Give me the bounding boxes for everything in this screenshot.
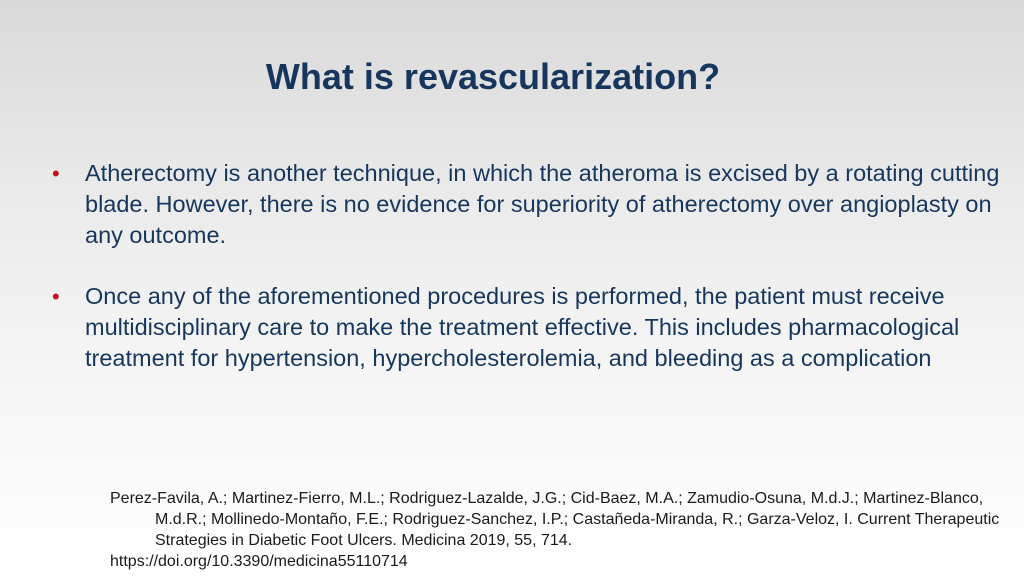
bullet-marker-icon: • [52, 284, 60, 309]
bullet-list [52, 158, 1012, 374]
bullet-text-atherectomy: Atherectomy is another technique, in which the atheroma is excised by a rotating cutting blade. However, there is no evidence for superiority of atherectomy over angioplasty on any outcome. [85, 160, 1000, 248]
bullet-marker-icon: • [52, 161, 60, 186]
bullet-item-atherectomy [52, 158, 1012, 251]
slide-title: What is revascularization? [265, 56, 721, 97]
bullet-item-multidisciplinary-care [52, 281, 1012, 374]
reference-citation: Perez-Favila, A.; Martinez-Fierro, M.L.; Rodriguez-Lazalde, J.G.; Cid-Baez, M.A.; Zamudio-Osuna, M.d.J.; Martinez-Blanco, M.d.R.; Mollinedo-Montaño, F.E.; Rodriguez-Sanchez, I.P.; Castañeda-Miranda, R.; Garza-Veloz, I. Current Therapeutic Strategies in Diabetic Foot Ulcers. Medicina 2019, 55, 714. [110, 490, 1000, 549]
reference-citation-block [110, 488, 1024, 572]
reference-doi: https://doi.org/10.3390/medicina55110714 [110, 553, 408, 570]
bullet-text-multidisciplinary-care: Once any of the aforementioned procedures is performed, the patient must receive multidisciplinary care to make the treatment effective. This includes pharmacological treatment for hypertension, hypercholesterolemia, and bleeding as a complication [85, 283, 960, 371]
